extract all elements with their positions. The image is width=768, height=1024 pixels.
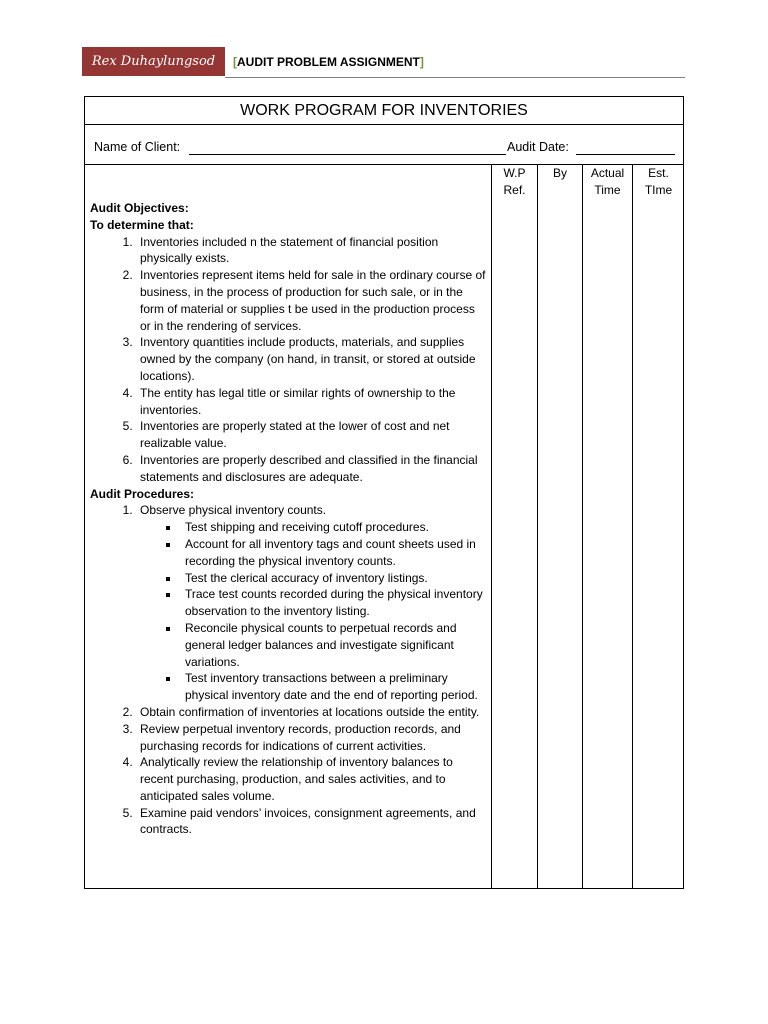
col-header-wp-ref-line2: Ref. [503, 183, 526, 197]
procedures-list [90, 502, 488, 838]
col-header-by: By [552, 166, 567, 180]
col-header-wp-ref-line1: W.P [503, 166, 526, 180]
audit-date-field[interactable] [576, 154, 675, 155]
procedure-item-text: Observe physical inventory counts. [140, 503, 327, 518]
objective-item: 6. Inventories are properly described and classified in the financial statements and disclosures are adequate. [136, 452, 488, 486]
work-program-table [84, 96, 684, 889]
col-header-actual-time-line1: Actual [590, 166, 625, 180]
procedure-item: 4. Analytically review the relationship of inventory balances to recent purchasing, production, and sales activities, and to anticipated sales volume. [136, 754, 488, 804]
objectives-list [90, 234, 488, 486]
procedure-subitem: ▪ Test the clerical accuracy of inventory listings. [180, 570, 488, 587]
column-divider [582, 164, 583, 888]
procedure-item: 3. Review perpetual inventory records, production records, and purchasing records for indications of current activities. [136, 721, 488, 755]
objective-item: 1. Inventories included n the statement of financial position physically exists. [136, 234, 488, 268]
procedure-item: 5. Examine paid vendors’ invoices, consignment agreements, and contracts. [136, 805, 488, 839]
author-name-block: Rex Duhaylungsod [82, 47, 225, 76]
procedures-heading: Audit Procedures: [90, 486, 195, 501]
column-divider [491, 164, 492, 888]
col-header-wp-ref [492, 165, 537, 199]
client-name-label: Name of Client: [94, 140, 181, 154]
client-info-row [85, 124, 683, 165]
client-name-field[interactable] [189, 154, 506, 155]
procedure-item [136, 502, 488, 704]
bracket-open: [ [233, 55, 237, 69]
work-program-body [90, 200, 488, 838]
col-header-actual-time [583, 165, 632, 199]
objective-item: 5. Inventories are properly stated at the lower of cost and net realizable value. [136, 418, 488, 452]
objectives-heading: Audit Objectives: [90, 201, 189, 215]
procedure-subitem: ▪ Trace test counts recorded during the physical inventory observation to the inventory listing. [180, 586, 488, 620]
column-divider [537, 164, 538, 888]
col-header-est-time-line1: Est. [648, 166, 669, 180]
procedure-subitems [140, 519, 488, 704]
procedure-subitem: ▪ Test inventory transactions between a preliminary physical inventory date and the end of reporting period. [180, 670, 488, 704]
procedure-subitem: ▪ Test shipping and receiving cutoff procedures. [180, 519, 488, 536]
procedure-subitem: ▪ Account for all inventory tags and count sheets used in recording the physical inventory counts. [180, 536, 488, 570]
document-title: WORK PROGRAM FOR INVENTORIES [85, 97, 683, 125]
objective-item: 4. The entity has legal title or similar rights of ownership to the inventories. [136, 385, 488, 419]
assignment-title [233, 55, 424, 69]
col-header-est-time [633, 165, 684, 199]
column-divider [632, 164, 633, 888]
header-rule [225, 77, 685, 78]
objective-item: 3. Inventory quantities include products, materials, and supplies owned by the company (on hand, in transit, or stored at outside locations). [136, 334, 488, 384]
col-header-est-time-line2: TIme [644, 183, 673, 197]
procedure-item: 2. Obtain confirmation of inventories at locations outside the entity. [136, 704, 488, 721]
bracket-close: ] [419, 55, 424, 69]
objectives-intro: To determine that: [90, 217, 194, 232]
page-header [82, 47, 685, 78]
objective-item: 2. Inventories represent items held for sale in the ordinary course of business, in the process of production for such sale, or in the form of material or supplies t be used in the production process or in the rendering of services. [136, 267, 488, 334]
procedure-subitem: ▪ Reconcile physical counts to perpetual records and general ledger balances and investigate significant variations. [180, 620, 488, 670]
audit-date-label: Audit Date: [507, 140, 569, 154]
col-header-actual-time-line2: Time [594, 183, 621, 197]
assignment-title-text: AUDIT PROBLEM ASSIGNMENT [237, 55, 420, 69]
